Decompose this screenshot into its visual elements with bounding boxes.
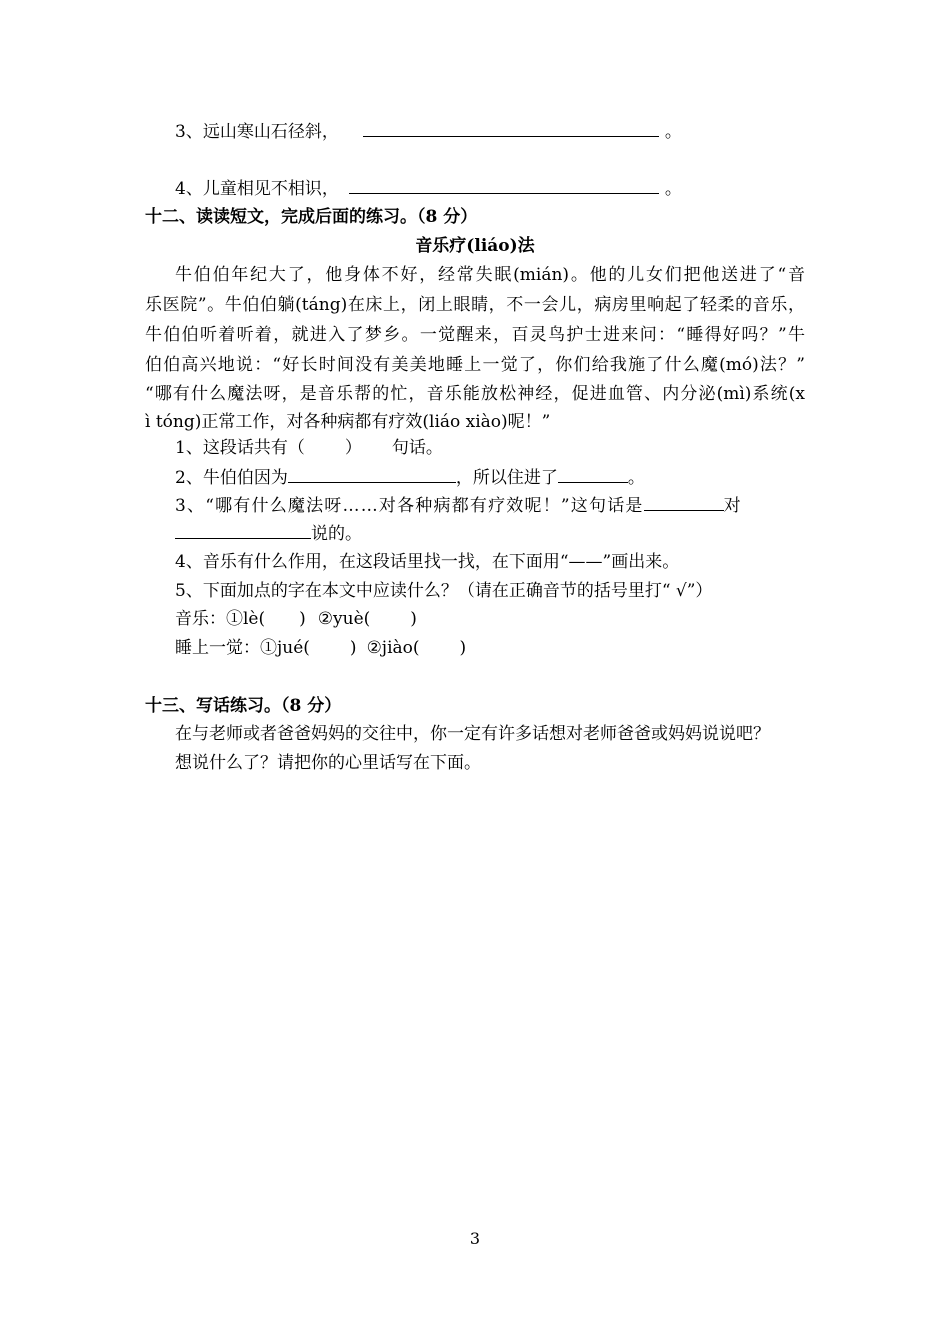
poem-item-3-suffix: 。 bbox=[664, 122, 682, 142]
question-3-mid: 对 bbox=[723, 496, 741, 516]
poem-item-3 bbox=[175, 120, 682, 143]
section-13-heading: 十三、写话练习。（8 分） bbox=[145, 696, 342, 716]
passage-line-6: ì tóng)正常工作，对各种病都有疗效(liáo xiào)呢！” bbox=[145, 412, 551, 432]
poem-item-4-blank[interactable] bbox=[349, 177, 659, 194]
q5-word-2-opt-1-close: ) bbox=[349, 638, 357, 658]
question-2-mid: ，所以住进了 bbox=[455, 468, 558, 488]
q5-word-1-opt-2-close: ) bbox=[410, 609, 417, 629]
q5-word-2-opt-2-close: ) bbox=[459, 638, 467, 658]
poem-item-3-prefix: 3、远山寒山石径斜， bbox=[175, 122, 339, 142]
question-4: 4、音乐有什么作用，在这段话里找一找，在下面用“——”画出来。 bbox=[175, 552, 680, 572]
question-3-cont bbox=[175, 522, 362, 545]
poem-item-4-prefix: 4、儿童相见不相识， bbox=[175, 179, 339, 199]
question-1-text: 1、这段话共有（ bbox=[175, 438, 305, 458]
q5-word-1: 音乐： bbox=[175, 609, 226, 629]
question-5: 5、下面加点的字在本文中应读什么？（请在正确音节的括号里打“ √”） bbox=[175, 581, 713, 601]
question-1-paren: ） bbox=[344, 438, 362, 458]
question-3 bbox=[175, 494, 741, 517]
question-2-blank-2[interactable] bbox=[558, 466, 628, 483]
passage-title: 音乐疗(liáo)法 bbox=[415, 236, 535, 256]
poem-item-3-blank[interactable] bbox=[363, 120, 659, 137]
question-2-tail: 。 bbox=[627, 468, 645, 488]
question-5-option-line-1 bbox=[175, 608, 417, 630]
writing-prompt-line-1: 在与老师或者爸爸妈妈的交往中，你一定有许多话想对老师爸爸或妈妈说说吧？ bbox=[175, 724, 770, 744]
question-1 bbox=[175, 437, 443, 459]
poem-item-4-suffix: 。 bbox=[664, 179, 682, 199]
passage-line-4: 伯伯高兴地说：“好长时间没有美美地睡上一觉了，你们给我施了什么魔(mó)法？” bbox=[145, 355, 805, 375]
question-5-option-line-2 bbox=[175, 637, 466, 659]
q5-word-1-opt-1-close: ) bbox=[299, 609, 306, 629]
question-3-text: 3、“哪有什么魔法呀……对各种病都有疗效呢！”这句话是 bbox=[175, 496, 644, 516]
page-number: 3 bbox=[469, 1229, 481, 1248]
question-3-blank-1[interactable] bbox=[644, 494, 724, 511]
passage-line-2: 乐医院”。牛伯伯躺(táng)在床上，闭上眼睛，不一会儿，病房里响起了轻柔的音乐， bbox=[145, 295, 805, 315]
poem-item-4 bbox=[175, 177, 682, 200]
writing-prompt-line-2: 想说什么了？请把你的心里话写在下面。 bbox=[175, 753, 481, 773]
passage-line-3: 牛伯伯听着听着，就进入了梦乡。一觉醒来，百灵鸟护士进来问：“睡得好吗？”牛 bbox=[145, 325, 805, 345]
section-12-heading: 十二、读读短文，完成后面的练习。（8 分） bbox=[145, 207, 478, 227]
question-3-blank-2[interactable] bbox=[175, 522, 311, 539]
q5-word-1-opt-1: ①lè( bbox=[226, 609, 266, 629]
question-2-blank-1[interactable] bbox=[288, 466, 456, 483]
passage-line-1: 牛伯伯年纪大了，他身体不好，经常失眠(mián)。他的儿女们把他送进了“音 bbox=[175, 265, 805, 285]
q5-word-2-opt-1: ①jué( bbox=[260, 638, 310, 658]
q5-word-2-opt-2: ②jiào( bbox=[366, 638, 420, 658]
question-2-text: 2、牛伯伯因为 bbox=[175, 468, 288, 488]
q5-word-1-opt-2: ②yuè( bbox=[317, 609, 371, 629]
question-1-tail: 句话。 bbox=[391, 438, 443, 458]
question-3-tail: 说的。 bbox=[311, 524, 362, 544]
q5-word-2: 睡上一觉： bbox=[175, 638, 260, 658]
question-2 bbox=[175, 466, 645, 489]
passage-line-5: “哪有什么魔法呀，是音乐帮的忙，音乐能放松神经，促进血管、内分泌(mì)系统(x bbox=[145, 384, 805, 404]
